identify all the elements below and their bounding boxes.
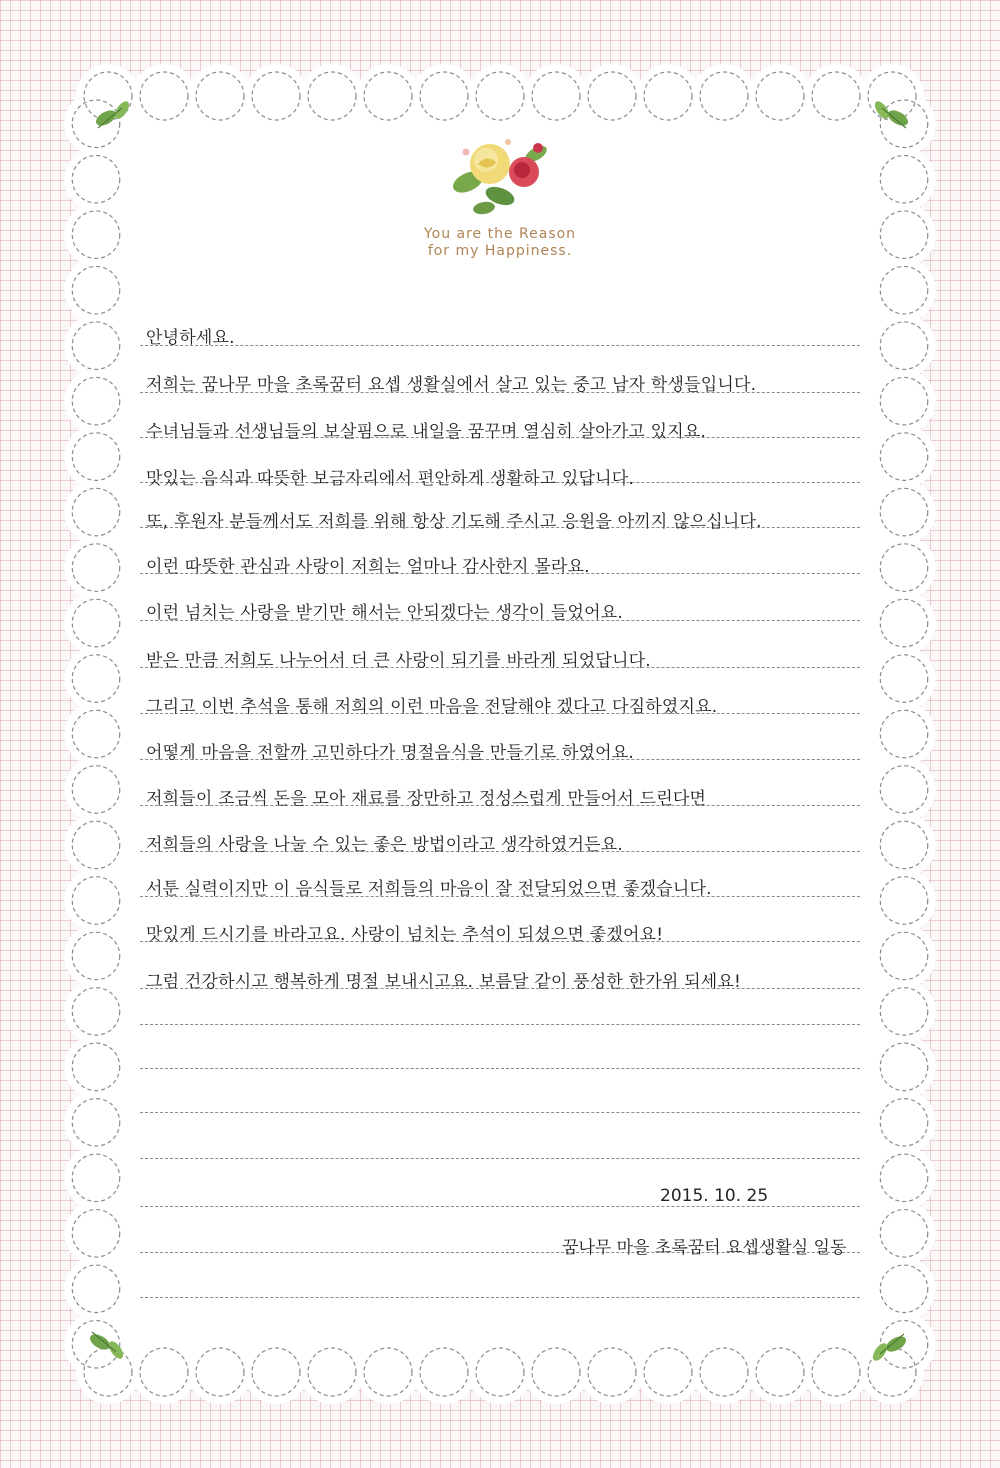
writing-line: [140, 1112, 860, 1113]
motto-line-1: You are the Reason: [423, 226, 577, 242]
letter-line: 맛있는 음식과 따뜻한 보금자리에서 편안하게 생활하고 있답니다.: [146, 469, 635, 489]
motto-line-2: for my Happiness.: [427, 243, 573, 259]
letter-line: 이런 넘치는 사랑을 받기만 해서는 안되겠다는 생각이 들었어요.: [146, 603, 624, 623]
letter-line: 어떻게 마음을 전할까 고민하다가 명절음식을 만들기로 하였어요.: [146, 743, 635, 763]
letter-line: 또, 후원자 분들께서도 저희를 위해 항상 기도해 주시고 응원을 아끼지 않으십니다.: [146, 512, 762, 532]
letter-date: 2015. 10. 25: [660, 1186, 769, 1206]
letter-line: 저희들이 조금씩 돈을 모아 재료를 장만하고 정성스럽게 만들어서 드린다면: [146, 789, 707, 809]
letter-line: 저희는 꿈나무 마을 초록꿈터 요셉 생활실에서 살고 있는 중고 남자 학생들입니다.: [146, 375, 757, 395]
writing-line: [140, 345, 860, 346]
leaf-sprig-icon: [868, 98, 912, 132]
rose-bouquet-icon: [440, 130, 570, 220]
writing-line: [140, 1024, 860, 1025]
letter-signature: 꿈나무 마을 초록꿈터 요셉생활실 일동: [562, 1238, 847, 1258]
letter-line: 그럼 건강하시고 행복하게 명절 보내시고요. 보름달 같이 풍성한 한가위 되세요!: [146, 972, 741, 992]
letter-greeting: 안녕하세요.: [146, 328, 235, 348]
leaf-sprig-icon: [86, 1328, 130, 1362]
letter-line: 저희들의 사랑을 나눌 수 있는 좋은 방법이라고 생각하였거든요.: [146, 835, 624, 855]
writing-line: [140, 1297, 860, 1298]
letter-line: 이런 따뜻한 관심과 사랑이 저희는 얼마나 감사한지 몰라요.: [146, 557, 590, 577]
letter-line: 수녀님들과 선생님들의 보살핌으로 내일을 꿈꾸며 열심히 살아가고 있지요.: [146, 422, 707, 442]
letter-line: 서툰 실력이지만 이 음식들로 저희들의 마음이 잘 전달되었으면 좋겠습니다.: [146, 879, 712, 899]
leaf-sprig-icon: [866, 1330, 910, 1364]
writing-line: [140, 1068, 860, 1069]
motto-text: [340, 226, 660, 260]
leaf-sprig-icon: [92, 98, 136, 132]
letter-line: 받은 만큼 저희도 나누어서 더 큰 사랑이 되기를 바라게 되었답니다.: [146, 651, 651, 671]
letter-line: 맛있게 드시기를 바라고요. 사랑이 넘치는 추석이 되셨으면 좋겠어요!: [146, 925, 664, 945]
writing-line: [140, 1158, 860, 1159]
letter-line: 그리고 이번 추석을 통해 저희의 이런 마음을 전달해야 겠다고 다짐하였지요.: [146, 697, 718, 717]
writing-line: [140, 1206, 860, 1207]
